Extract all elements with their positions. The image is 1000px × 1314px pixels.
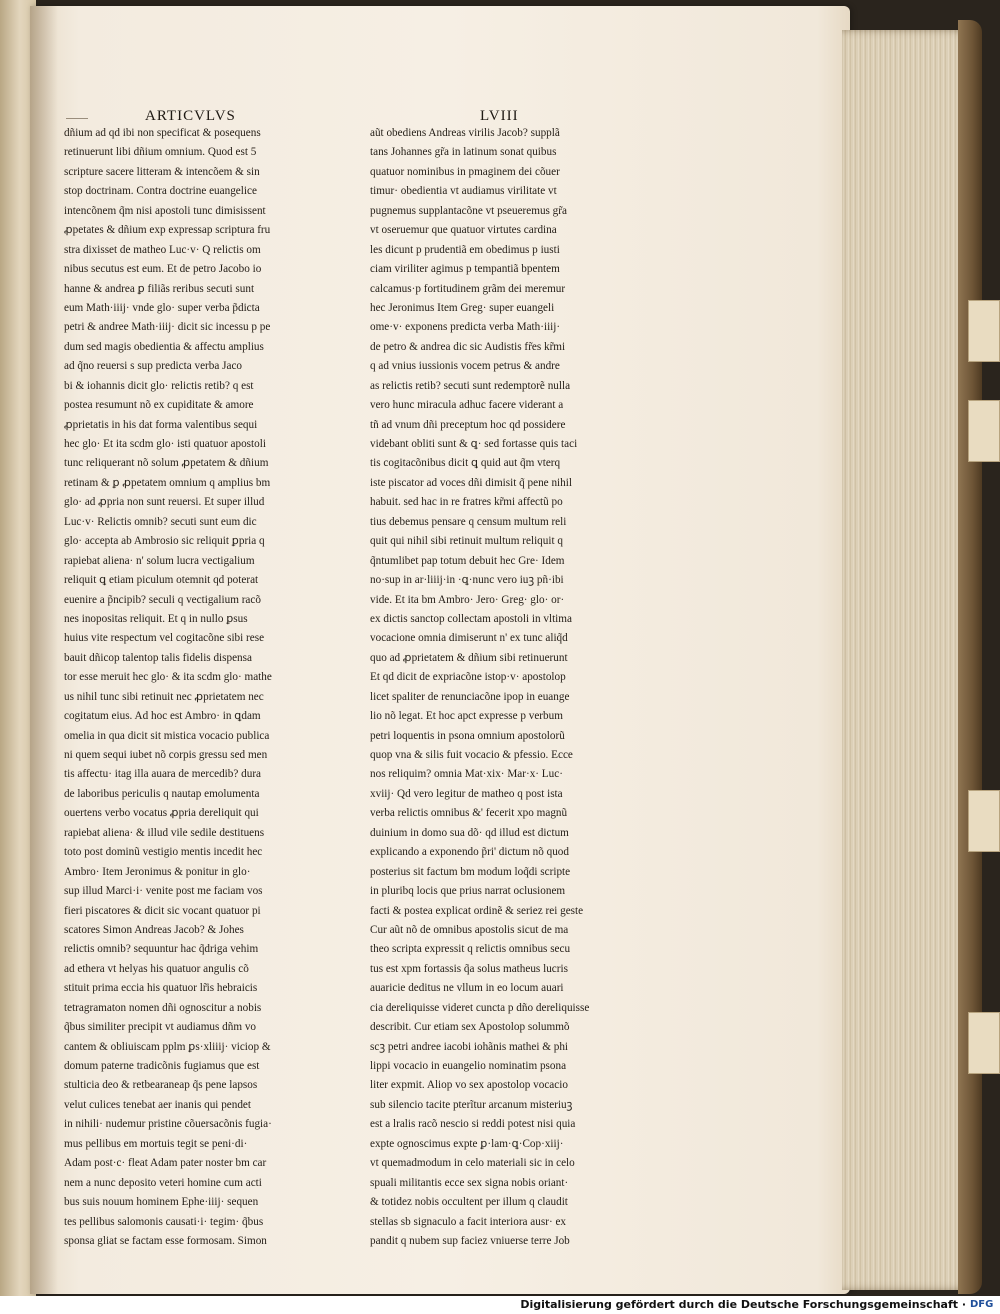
text-line: nes inopositas reliquit. Et q in nullo ꝑsus <box>64 612 248 625</box>
text-line: dum sed magis obedientia & affectu amplius <box>64 340 264 353</box>
text-line: q̃ntumlibet pap totum debuit hec Gre· Idem <box>370 554 565 567</box>
text-line: tans Johannes gr̃a in latinum sonat quibus <box>370 146 557 159</box>
text-line: ome·v· exponens predicta verba Math·iiij· <box>370 321 561 334</box>
text-line: stra dixisset de matheo Luc·v· Q relictis om <box>64 243 261 256</box>
text-line: bauit dñicop talentop talis fidelis dispensa <box>64 651 252 664</box>
footer-credit: Digitalisierung gefördert durch die Deutsche Forschungsgemeinschaft · <box>520 1298 966 1311</box>
text-line: rapiebat aliena· & illud vile sedile destituens <box>64 826 265 839</box>
text-line: Ambro· Item Jeronimus & ponitur in glo· <box>64 865 251 878</box>
text-line: posterius sit factum bm modum loq̃di scripte <box>370 865 571 878</box>
text-line: intencõnem q̃m nisi apostoli tunc dimisissent <box>64 204 266 217</box>
text-line: sponsa gliat se factam esse formosam. Simon <box>64 1234 267 1247</box>
text-line: verba relictis omnibus &' fecerit xpo magnũ <box>370 807 568 820</box>
dfg-logo: DFG <box>970 1299 994 1310</box>
text-line: stituit prima eccia his quatuor lr̃is hebraicis <box>64 982 258 995</box>
text-line: ꝓpetates & dñium exp expressap scriptura fru <box>64 224 271 237</box>
text-line: videbant obliti sunt & ꝗ· sed fortasse quis taci <box>370 438 578 450</box>
text-line: mus pellibus em mortuis tegit se peni·di· <box>64 1137 248 1150</box>
text-line: toto post dominũ vestigio mentis incedit hec <box>64 846 263 859</box>
text-line: reliquit ꝗ etiam piculum otemnit qd poterat <box>64 574 259 587</box>
text-line: vide. Et ita bm Ambro· Jero· Greg· glo· or· <box>370 593 565 606</box>
text-line: petri loquentis in psona omnium apostolorũ <box>370 729 565 742</box>
text-line: duinium in domo sua dõ· qd illud est dictum <box>370 826 569 839</box>
text-line: Adam post·c· fleat Adam pater noster bm car <box>64 1157 267 1170</box>
text-line: cantem & obliuiscam pplm ꝑs·xliiij· viciop & <box>64 1040 271 1053</box>
text-column-right <box>370 124 628 1251</box>
text-line: ouertens verbo vocatus ꝓpria dereliquit qui <box>64 807 259 820</box>
text-column-left <box>64 124 322 1251</box>
text-line: as relictis retib? secuti sunt redemptorẽ nulla <box>370 379 571 392</box>
text-line: Cur aũt nõ de omnibus apostolis sicut de ma <box>370 923 569 936</box>
text-line: de laboribus periculis q nautap emolumenta <box>64 787 260 800</box>
text-line: glo· accepta ab Ambrosio sic reliquit ꝑpria q <box>64 535 265 548</box>
text-line: q ad vnius iussionis vocem petrus & andre <box>370 360 560 373</box>
text-line: expte ognoscimus expte ꝑ·lam·ꝗ·Cop·xiij· <box>370 1137 564 1150</box>
text-line: ex dictis sanctop collectam apostoli in vltima <box>370 612 572 625</box>
text-line: ni quem sequi iubet nõ corpis gressu sed men <box>64 749 268 761</box>
text-line: bi & iohannis dicit glo· relictis retib? q est <box>64 379 254 392</box>
text-line: omelia in qua dicit sit mistica vocacio publica <box>64 729 270 742</box>
text-line: est a lralis racõ nescio si reddi potest nisi quia <box>370 1118 576 1131</box>
text-line: de petro & andrea dic sic Audistis fr̃es kr̃mi <box>370 340 566 353</box>
text-line: xviij· Qd vero legitur de matheo q post ista <box>370 787 563 800</box>
text-line: relictis omnib? sequuntur hac q̃driga vehim <box>64 943 259 956</box>
text-line: ad ethera vt helyas his quatuor angulis cõ <box>64 962 249 975</box>
text-line: sub silencio tacite pterĩtur arcanum misteriuꝫ <box>370 1098 573 1111</box>
text-line: tunc reliquerant nõ solum ꝓpetatem & dñium <box>64 457 269 470</box>
text-line: quop vna & silis fuit vocacio & pfessio. Ecce <box>370 749 573 761</box>
text-line: sup illud Marci·i· venite post me faciam vos <box>64 885 263 898</box>
text-line: nibus secutus est eum. Et de petro Jacobo io <box>64 263 262 276</box>
text-line: pandit q nubem sup faciez vniuerse terre Job <box>370 1234 570 1247</box>
text-line: huius vite respectum vel cogitacõne sibi rese <box>64 632 265 645</box>
paper-slip-marker <box>968 400 1000 462</box>
gutter-shadow <box>30 6 58 1294</box>
text-line: cogitatum eius. Ad hoc est Ambro· in ꝗdam <box>64 710 261 723</box>
text-line: eum Math·iiij· vnde glo· super verba p̃dicta <box>64 301 260 314</box>
text-line: & totidez nobis occultent per illum q claudit <box>370 1196 568 1209</box>
text-line: vero hunc miracula adhuc facere viderant a <box>370 399 564 412</box>
text-line: nem a nunc deposito veteri homine cum acti <box>64 1176 262 1189</box>
text-line: stulticia deo & retbearaneap q̃s pene lapsos <box>64 1079 258 1092</box>
text-line: hec glo· Et ita scdm glo· isti quatuor apostoli <box>64 438 266 450</box>
text-line: tus est xpm fortassis q̃a solus matheus lucris <box>370 962 568 975</box>
text-line: euenire a p̃ncipib? seculi q vectigalium racõ <box>64 593 261 606</box>
text-line: scatores Simon Andreas Jacob? & Johes <box>64 923 244 936</box>
text-line: auaricie deditus ne vllum in eo locum auari <box>370 982 564 995</box>
text-line: in pluribq locis que prius narrat oclusionem <box>370 885 566 898</box>
text-line: tis affectu· itag illa auara de mercedib? dura <box>64 768 262 781</box>
text-line: Et qd dicit de expriacõne istop·v· apostolop <box>370 671 566 684</box>
folio-number: LVIII <box>480 108 519 124</box>
paper-slip-marker <box>968 300 1000 362</box>
text-line: scripture sacere litteram & intencõem & sin <box>64 165 260 178</box>
text-line: ꝓprietatis in his dat forma valentibus sequi <box>64 418 258 431</box>
text-line: describit. Cur etiam sex Apostolop solummõ <box>370 1021 570 1034</box>
text-line: timur· obedientia vt audiamus virilitate vt <box>370 185 557 198</box>
running-head-left: ARTICVLVS <box>145 108 236 124</box>
text-line: petri & andree Math·iiij· dicit sic incessu p pe <box>64 321 271 334</box>
text-line: domum paterne tradicõnis fugiamus que est <box>64 1060 260 1072</box>
text-line: tis cogitacõnibus dicit ꝗ quid aut q̃m vterq <box>370 457 561 470</box>
text-line: spuali militantis ecce sex signa nobis oriant· <box>370 1176 569 1189</box>
text-line: vt quemadmodum in celo materiali sic in celo <box>370 1157 575 1170</box>
text-line: hec Jeronimus Item Greg· super euangeli <box>370 301 555 314</box>
text-line: quatuor nominibus in pmaginem dei cõuer <box>370 165 560 178</box>
text-line: tes pellibus salomonis causati·i· tegim· q̃bus <box>64 1215 264 1228</box>
text-line: les dicunt p prudentiã em obedimus p iusti <box>370 243 560 256</box>
text-line: stellas sb signaculo a facit interiora ausr· ex <box>370 1215 567 1228</box>
text-line: in nihili· nudemur pristine cõuersacõnis fugia· <box>64 1118 272 1131</box>
text-line: rapiebat aliena· n' solum lucra vectigalium <box>64 554 255 567</box>
text-line: ciam viriliter agimus p tempantiã bpentem <box>370 263 560 276</box>
page-block-edges <box>842 30 970 1290</box>
text-line: postea resumunt nõ ex cupiditate & amore <box>64 399 254 412</box>
text-line: tetragramaton nomen dñi ognoscitur a nobis <box>64 1001 262 1014</box>
text-line: vocacione omnia dimiserunt n' ex tunc aliq̃d <box>370 632 568 645</box>
text-line: tñ ad vnum dñi preceptum hoc qd possidere <box>370 418 566 431</box>
cover-edge <box>958 20 982 1294</box>
text-line: q̃bus similiter precipit vt audiamus dñm vo <box>64 1021 257 1034</box>
text-line: theo scripta expressit q relictis omnibus secu <box>370 943 571 956</box>
text-line: aũt obediens Andreas virilis Jacob? supplã <box>370 127 560 139</box>
text-line: lio nõ legat. Et hoc apct expresse p verbum <box>370 710 563 723</box>
text-line: habuit. sed hac in re fratres kr̃mi affectũ po <box>370 496 563 509</box>
text-line: iste piscator ad voces dñi dimisit q̃ pene nihil <box>370 476 572 489</box>
text-line: tius debemus pensare q censum multum reli <box>370 515 567 528</box>
text-line: us nihil tunc sibi retinuit nec ꝓprietatem nec <box>64 690 264 703</box>
text-line: cia dereliquisse videret cuncta p dño dereliquisse <box>370 1001 590 1014</box>
text-line: explicando a exponendo p̃ri' dictum nõ quod <box>370 846 569 859</box>
text-line: pugnemus supplantacõne vt pseueremus gr̃a <box>370 204 567 217</box>
text-line: retinuerunt libi dñium omnium. Quod est 5 <box>64 146 257 159</box>
text-line: facti & postea explicat ordinẽ & seriez rei geste <box>370 904 584 917</box>
header-mark: ⸏⸏ <box>66 108 88 120</box>
text-line: stop doctrinam. Contra doctrine euangelice <box>64 185 257 198</box>
text-line: glo· ad ꝓpria non sunt reuersi. Et super illud <box>64 496 265 509</box>
text-line: lippi vocacio in euangelio nominatim psona <box>370 1060 567 1072</box>
paper-slip-marker <box>968 1012 1000 1074</box>
text-line: nos reliquim? omnia Mat·xix· Mar·x· Luc· <box>370 768 563 781</box>
text-line: licet spaliter de renunciacõne ipop in euange <box>370 690 570 703</box>
text-line: calcamus·p fortitudinem grãm dei meremur <box>370 282 566 295</box>
text-line: fieri piscatores & dicit sic vocant quatuor pi <box>64 904 261 917</box>
text-line: quit qui nihil sibi retinuit multum reliquit q <box>370 535 563 548</box>
text-line: no·sup in ar·liiij·in ·ꝗ·nunc vero iuꝫ pñ·ibi <box>370 574 564 587</box>
text-line: bus suis nouum hominem Ephe·iiij· sequen <box>64 1196 259 1209</box>
text-line: vt oseruemur que quatuor virtutes cardina <box>370 224 557 237</box>
text-line: quo ad ꝓprietatem & dñium sibi retinuerunt <box>370 651 568 664</box>
text-line: Luc·v· Relictis omnib? secuti sunt eum dic <box>64 515 257 528</box>
text-line: velut culices tenebat aer inanis qui pendet <box>64 1098 252 1111</box>
footer-bar <box>0 1296 1000 1314</box>
text-line: scꝫ petri andree iacobi iohãnis mathei & phi <box>370 1040 569 1053</box>
text-line: retinam & ꝑ ꝓpetatem omnium q amplius bm <box>64 476 271 489</box>
text-line: ad q̃no reuersi s sup predicta verba Jaco <box>64 360 243 373</box>
text-line: hanne & andrea ꝑ filiãs reribus secuti sunt <box>64 282 255 295</box>
paper-slip-marker <box>968 790 1000 852</box>
text-line: tor esse meruit hec glo· & ita scdm glo· mathe <box>64 671 272 684</box>
text-line: dñium ad qd ibi non specificat & posequens <box>64 127 261 139</box>
text-line: liter expmit. Aliop vo sex apostolop vocacio <box>370 1079 568 1092</box>
